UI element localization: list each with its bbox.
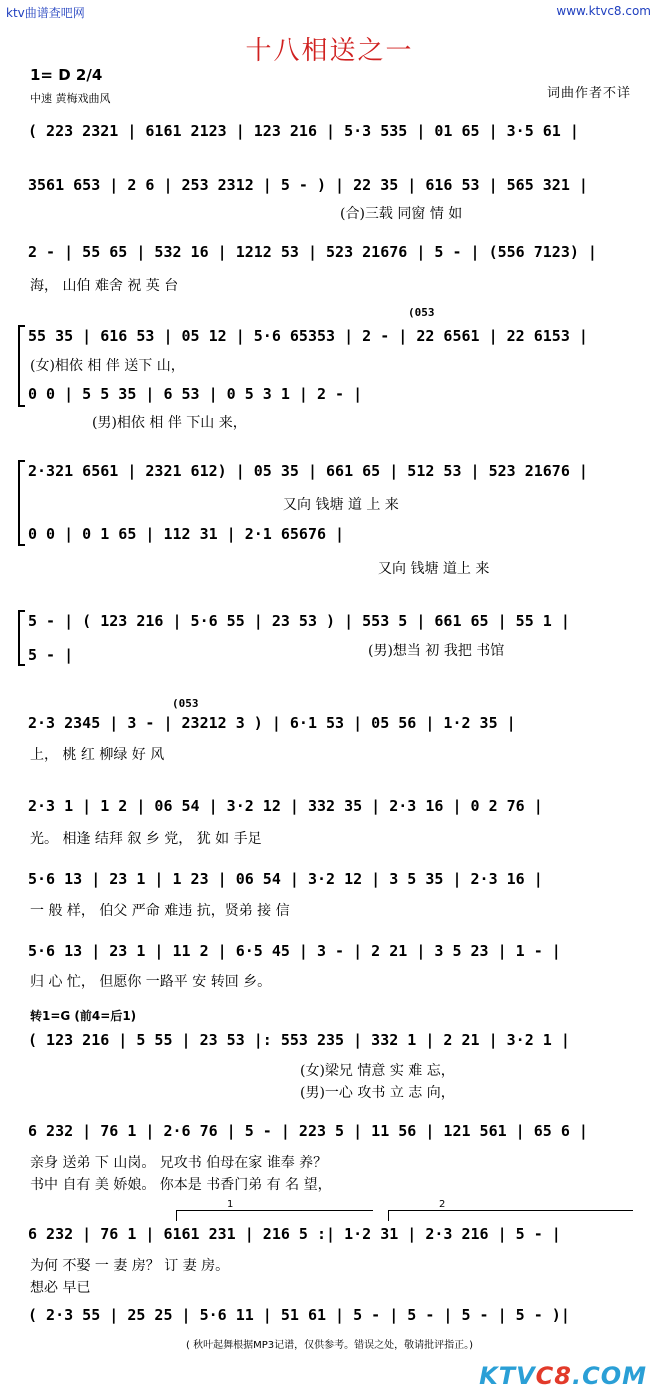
key-signature: 1= D 2/4 [30,66,103,84]
site-name-left[interactable]: ktv曲谱查吧网 [6,6,85,20]
notation-line: 5 - | ( 123 216 | 5·6 55 | 23 53 ) | 553 5 | 661 65 | 55 1 | [28,612,570,630]
small-notation-mark: (053 [408,306,435,319]
logo-part-c8: C8 [535,1362,572,1390]
notation-line: 6 232 | 76 1 | 2·6 76 | 5 - | 223 5 | 11 56 | 121 561 | 65 6 | [28,1122,588,1140]
lyric-line: (男)一心 攻书 立 志 向， [300,1085,455,1101]
notation-line: 5·6 13 | 23 1 | 11 2 | 6·5 45 | 3 - | 2 21 | 3 5 23 | 1 - | [28,942,561,960]
volta-label-2: 2 [439,1199,446,1210]
tempo-marking: 中速 黄梅戏曲风 [30,92,111,105]
notation-line: 2·3 1 | 1 2 | 06 54 | 3·2 12 | 332 35 | 2·3 16 | 0 2 76 | [28,797,543,815]
lyric-line: 归 心 忙， 但愿你 一路平 安 转回 乡。 [30,974,272,990]
notation-line: ( 223 2321 | 6161 2123 | 123 216 | 5·3 535 | 01 65 | 3·5 61 | [28,122,579,140]
lyric-line: (合)三载 同窗 情 如 [340,206,463,222]
system-brace [18,610,25,666]
system-brace [18,325,25,407]
site-url-right[interactable]: www.ktvc8.com [556,4,651,18]
lyric-line: 上， 桃 红 柳绿 好 风 [30,747,165,763]
lyric-line: 一 般 样， 伯父 严命 难违 抗，贤弟 接 信 [30,903,290,919]
notation-line: 6 232 | 76 1 | 6161 231 | 216 5 :| 1·2 31 | 2·3 216 | 5 - | [28,1225,561,1243]
logo-part-ktv: KTV [479,1362,536,1390]
notation-line: 2·3 2345 | 3 - | 23212 3 ) | 6·1 53 | 05 56 | 1·2 35 | [28,714,516,732]
notation-line: 55 35 | 616 53 | 05 12 | 5·6 65353 | 2 - | 22 6561 | 22 6153 | [28,327,588,345]
volta-bracket-2 [388,1199,633,1221]
song-title: 十八相送之一 [245,36,414,66]
notation-line: ( 2·3 55 | 25 25 | 5·6 11 | 51 61 | 5 - | 5 - | 5 - | 5 - )| [28,1306,570,1324]
lyric-line: (女)梁兄 情意 实 难 忘， [300,1063,455,1079]
notation-line: 3561 653 | 2 6 | 253 2312 | 5 - ) | 22 35 | 616 53 | 565 321 | [28,176,588,194]
footnote: ( 秋叶起舞根据MP3记谱，仅供参考。错误之处，敬请批评指正。) [185,1340,473,1351]
notation-line: 5·6 13 | 23 1 | 1 23 | 06 54 | 3·2 12 | 3 5 35 | 2·3 16 | [28,870,543,888]
lyric-line: 亲身 送弟 下 山岗。 兄攻书 伯母在家 谁奉 养？ [30,1155,328,1171]
lyric-line: 又向 钱塘 道上 来 [378,561,490,577]
lyric-line: (女)相依 相 伴 送下 山， [30,358,185,374]
notation-line: 0 0 | 0 1 65 | 112 31 | 2·1 65676 | [28,525,345,543]
volta-bracket-1 [176,1199,373,1221]
site-logo[interactable] [479,1362,647,1390]
notation-line: 2 - | 55 65 | 532 16 | 1212 53 | 523 21676 | 5 - | (556 7123) | [28,243,597,261]
author-credit: 词曲作者不详 [546,86,631,101]
notation-line: ( 123 216 | 5 55 | 23 53 |: 553 235 | 332 1 | 2 21 | 3·2 1 | [28,1031,570,1049]
notation-line: 2·321 6561 | 2321 612) | 05 35 | 661 65 | 512 53 | 523 21676 | [28,462,588,480]
lyric-line: 书中 自有 美 娇娘。 你本是 书香门弟 有 名 望， [30,1177,332,1193]
lyric-line: 又向 钱塘 道 上 来 [283,497,399,513]
system-brace [18,460,25,546]
lyric-line: 想必 早已 [30,1280,91,1296]
notation-line: 5 - | [28,646,74,664]
lyric-line: 海， 山伯 难舍 祝 英 台 [30,278,179,294]
notation-line: 0 0 | 5 5 35 | 6 53 | 0 5 3 1 | 2 - | [28,385,363,403]
logo-part-com: .COM [571,1362,647,1390]
lyric-line: 光。 相逢 结拜 叙 乡 党， 犹 如 手足 [30,831,262,847]
lyric-line: (男)相依 相 伴 下山 来， [92,415,247,431]
lyric-line: (男)想当 初 我把 书馆 [368,643,505,659]
modulation-note: 转1=G (前4=后1) [30,1009,137,1023]
small-notation-mark: (053 [172,697,199,710]
volta-label-1: 1 [227,1199,234,1210]
lyric-line: 为何 不娶 一 妻 房？ 订 妻 房。 [30,1258,230,1274]
